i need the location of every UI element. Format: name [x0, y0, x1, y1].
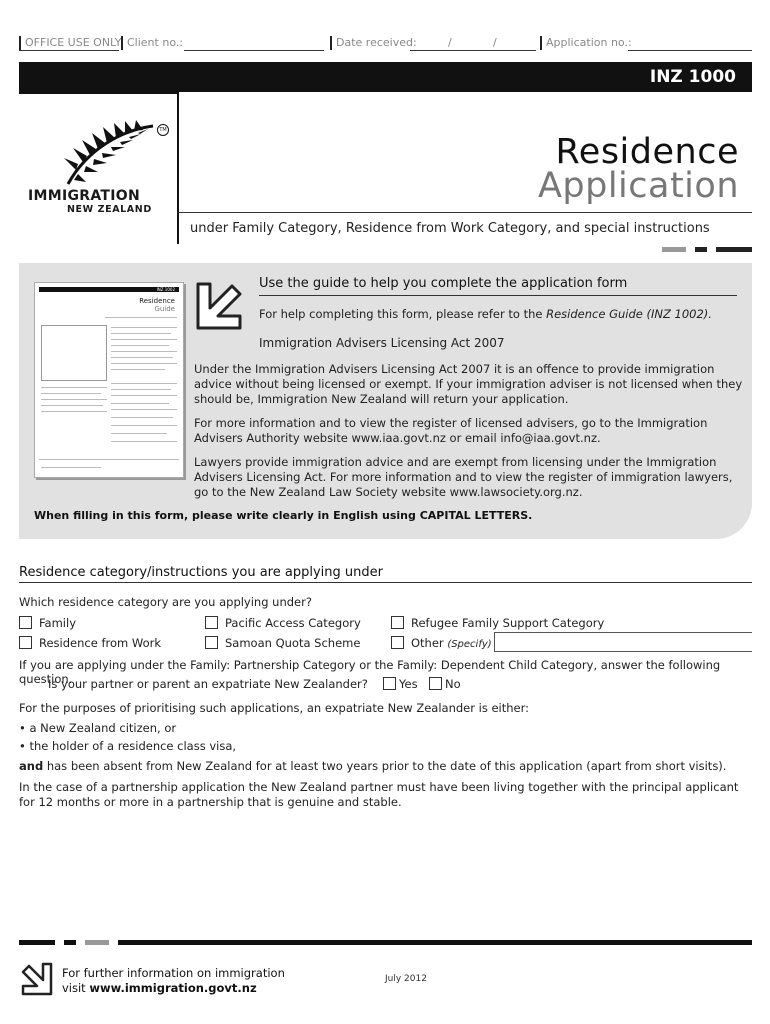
thumb-line [41, 405, 103, 406]
partner-intro: If you are applying under the Family: Partnership Category or the Family: Dependent Child Category, answer the following question. [19, 658, 721, 686]
thumb-line [41, 393, 101, 394]
residence-guide-ref: Residence Guide (INZ 1002). [546, 307, 712, 321]
footer-dash [85, 940, 109, 945]
bullet-item: • a New Zealand citizen, or [19, 721, 177, 735]
help-text-prefix: For help completing this form, please refer to the [259, 307, 547, 321]
thumb-line [111, 409, 177, 410]
client-no-field[interactable] [184, 50, 324, 51]
footer-visit-prefix: visit [62, 981, 90, 995]
footer-date: July 2012 [385, 974, 427, 984]
thumb-line [41, 399, 107, 400]
footer-dash [64, 940, 76, 945]
footer-visit [62, 981, 257, 995]
family-checkbox[interactable] [19, 616, 32, 629]
office-use-label: OFFICE USE ONLY [25, 36, 122, 49]
guide-thumbnail [34, 282, 184, 478]
thumb-line [111, 417, 173, 418]
thumb-line [111, 433, 167, 434]
family-label: Family [39, 616, 77, 630]
samoan-quota-checkbox[interactable] [205, 636, 218, 649]
absent-text [19, 759, 726, 773]
thumb-line [111, 389, 171, 390]
arrow-down-left-icon [194, 280, 244, 332]
thumb-line [111, 395, 177, 396]
footer-website-link[interactable]: www.immigration.govt.nz [89, 981, 257, 995]
thumb-line [111, 351, 177, 352]
help-text [259, 307, 712, 321]
partner-no-label: No [445, 677, 461, 691]
section-divider [19, 582, 752, 583]
office-divider [540, 36, 542, 50]
client-no-label: Client no.: [127, 36, 184, 49]
partnership-text: In the case of a partnership application the New Zealand partner must have been living together with the principal applicant for 12 months or more in a partnership that is genuine and stable. [19, 780, 739, 809]
thumb-line [111, 441, 177, 442]
page-title: Residence [555, 132, 739, 172]
partner-no-checkbox[interactable] [429, 677, 442, 690]
thumb-box [41, 325, 107, 381]
client-no-field[interactable] [19, 50, 119, 51]
act-paragraph: Under the Immigration Advisers Licensing Act 2007 it is an offence to provide immigration advice without being licensed or exempt. If your immigration adviser is not licensed when they should be, Immigration New Zealand will return your application. [194, 362, 743, 406]
application-no-label: Application no.: [546, 36, 632, 49]
office-divider [121, 36, 123, 50]
application-no-field[interactable] [628, 50, 752, 51]
office-divider [19, 36, 21, 50]
office-divider [330, 36, 332, 50]
title-divider [177, 212, 752, 213]
thumb-line [111, 383, 177, 384]
bullet-text: a New Zealand citizen, or [29, 721, 177, 735]
lawyers-paragraph: Lawyers provide immigration advice and are exempt from licensing under the Immigration Advisers Licensing Act. For more information and to view the register of immigration lawyers, go to the New Zealand Law Society website www.lawsociety.org.nz. [194, 455, 733, 499]
office-use-row [0, 36, 770, 56]
page-subtitle: under Family Category, Residence from Work Category, and special instructions [190, 221, 710, 236]
fern-icon [28, 118, 176, 188]
trademark-badge: TM [157, 124, 169, 136]
residence-from-work-checkbox[interactable] [19, 636, 32, 649]
partner-yes-label: Yes [399, 677, 418, 691]
pacific-access-checkbox[interactable] [205, 616, 218, 629]
thumb-code: INZ 1002 [156, 287, 175, 292]
thumb-line [111, 345, 169, 346]
partner-yes-checkbox[interactable] [383, 677, 396, 690]
org-name-line1: IMMIGRATION [28, 188, 140, 204]
thumb-line [111, 369, 165, 370]
thumb-line [111, 327, 177, 328]
absent-rest: has been absent from New Zealand for at least two years prior to the date of this application (apart from short visits). [43, 759, 727, 773]
thumb-line [111, 403, 169, 404]
capital-letters-note: When filling in this form, please write clearly in English using CAPITAL LETTERS. [34, 509, 533, 522]
footer-dash [19, 940, 55, 945]
arrow-down-right-icon [19, 960, 55, 998]
other-label [411, 636, 492, 650]
page-title-secondary: Application [537, 166, 739, 206]
date-received-label: Date received: [336, 36, 417, 49]
bullet-text: the holder of a residence class visa, [29, 739, 237, 753]
header-bar [19, 62, 752, 92]
decorative-dash [716, 247, 752, 252]
refugee-family-checkbox[interactable] [391, 616, 404, 629]
refugee-family-label: Refugee Family Support Category [411, 616, 605, 630]
date-slash: / [448, 36, 452, 49]
thumb-line [111, 333, 171, 334]
org-name-line2: NEW ZEALAND [67, 204, 152, 215]
samoan-quota-label: Samoan Quota Scheme [225, 636, 361, 650]
other-checkbox[interactable] [391, 636, 404, 649]
other-label-text: Other [411, 636, 444, 650]
specify-hint: (Specify) [447, 639, 492, 650]
thumb-title: Residence [139, 297, 175, 305]
thumb-subtitle: Guide [154, 305, 175, 313]
logo-frame-line [19, 92, 177, 94]
footer-info: For further information on immigration [62, 966, 285, 980]
thumb-line [105, 317, 177, 318]
logo-frame-line [177, 92, 179, 244]
thumb-line [39, 459, 179, 460]
partner-question: Is your partner or parent an expatriate New Zealander? [48, 677, 368, 691]
decorative-dash [662, 247, 686, 252]
thumb-line [111, 425, 177, 426]
thumb-line [41, 387, 107, 388]
thumb-line [111, 357, 173, 358]
and-word: and [19, 759, 44, 773]
thumb-line [41, 467, 101, 468]
thumb-line [111, 339, 177, 340]
decorative-dash [695, 247, 707, 252]
footer-rule [118, 940, 752, 945]
immigration-nz-logo [28, 118, 176, 216]
residence-from-work-label: Residence from Work [39, 636, 161, 650]
form-code: INZ 1000 [649, 67, 736, 87]
date-received-field[interactable] [410, 50, 536, 51]
other-specify-input[interactable] [494, 632, 752, 652]
panel-heading-divider [259, 295, 737, 296]
date-slash: / [493, 36, 497, 49]
category-question: Which residence category are you applying under? [19, 595, 312, 609]
pacific-access-label: Pacific Access Category [225, 616, 361, 630]
section-title: Residence category/instructions you are applying under [19, 565, 383, 580]
thumb-line [111, 363, 177, 364]
thumb-line [41, 411, 107, 412]
act-heading: Immigration Advisers Licensing Act 2007 [259, 336, 505, 350]
iaa-paragraph: For more information and to view the register of licensed advisers, go to the Immigration Advisers Authority website www.iaa.govt.nz or email info@iaa.govt.nz. [194, 416, 708, 445]
bullet-item: • the holder of a residence class visa, [19, 739, 237, 753]
panel-heading: Use the guide to help you complete the application form [259, 276, 628, 291]
purposes-text: For the purposes of prioritising such applications, an expatriate New Zealander is either: [19, 701, 530, 715]
